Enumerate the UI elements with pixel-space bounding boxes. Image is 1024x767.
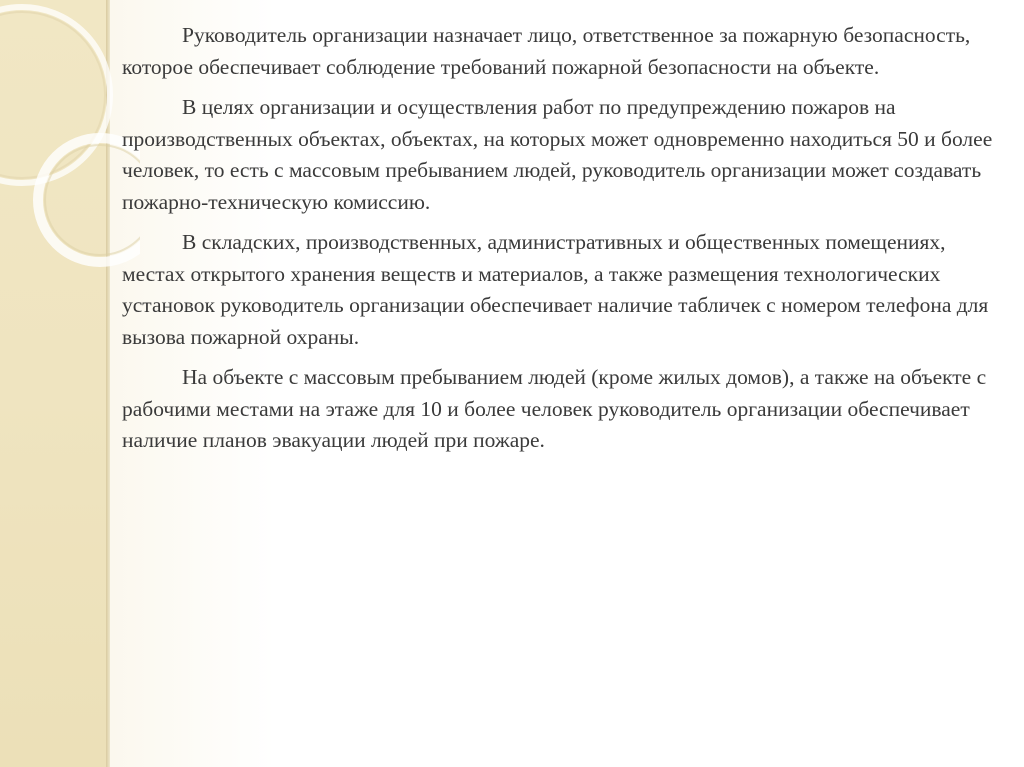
- decorative-rings-icon: [0, 0, 140, 330]
- slide-text-content: [122, 20, 1002, 466]
- paragraph-4: На объекте с массовым пребыванием людей (кроме жилых домов), а также на объекте с рабочими местами на этаже для 10 и более человек руководитель организации обеспечивает наличие планов эвакуации людей при пожаре.: [122, 365, 987, 452]
- paragraph-2: В целях организации и осуществления работ по предупреждению пожаров на производственных объектах, объектах, на которых может одновременно находиться 50 и более человек, то есть с массовым пребыванием людей, руководитель организации может создавать пожарно-техническую комиссию.: [122, 95, 993, 214]
- paragraph-3: В складских, производственных, административных и общественных помещениях, местах открытого хранения веществ и материалов, а также размещения технологических установок руководитель организации обеспечивает наличие табличек с номером телефона для вызова пожарной охраны.: [122, 230, 989, 349]
- paragraph-1: Руководитель организации назначает лицо, ответственное за пожарную безопасность, которое обеспечивает соблюдение требований пожарной безопасности на объекте.: [122, 23, 971, 79]
